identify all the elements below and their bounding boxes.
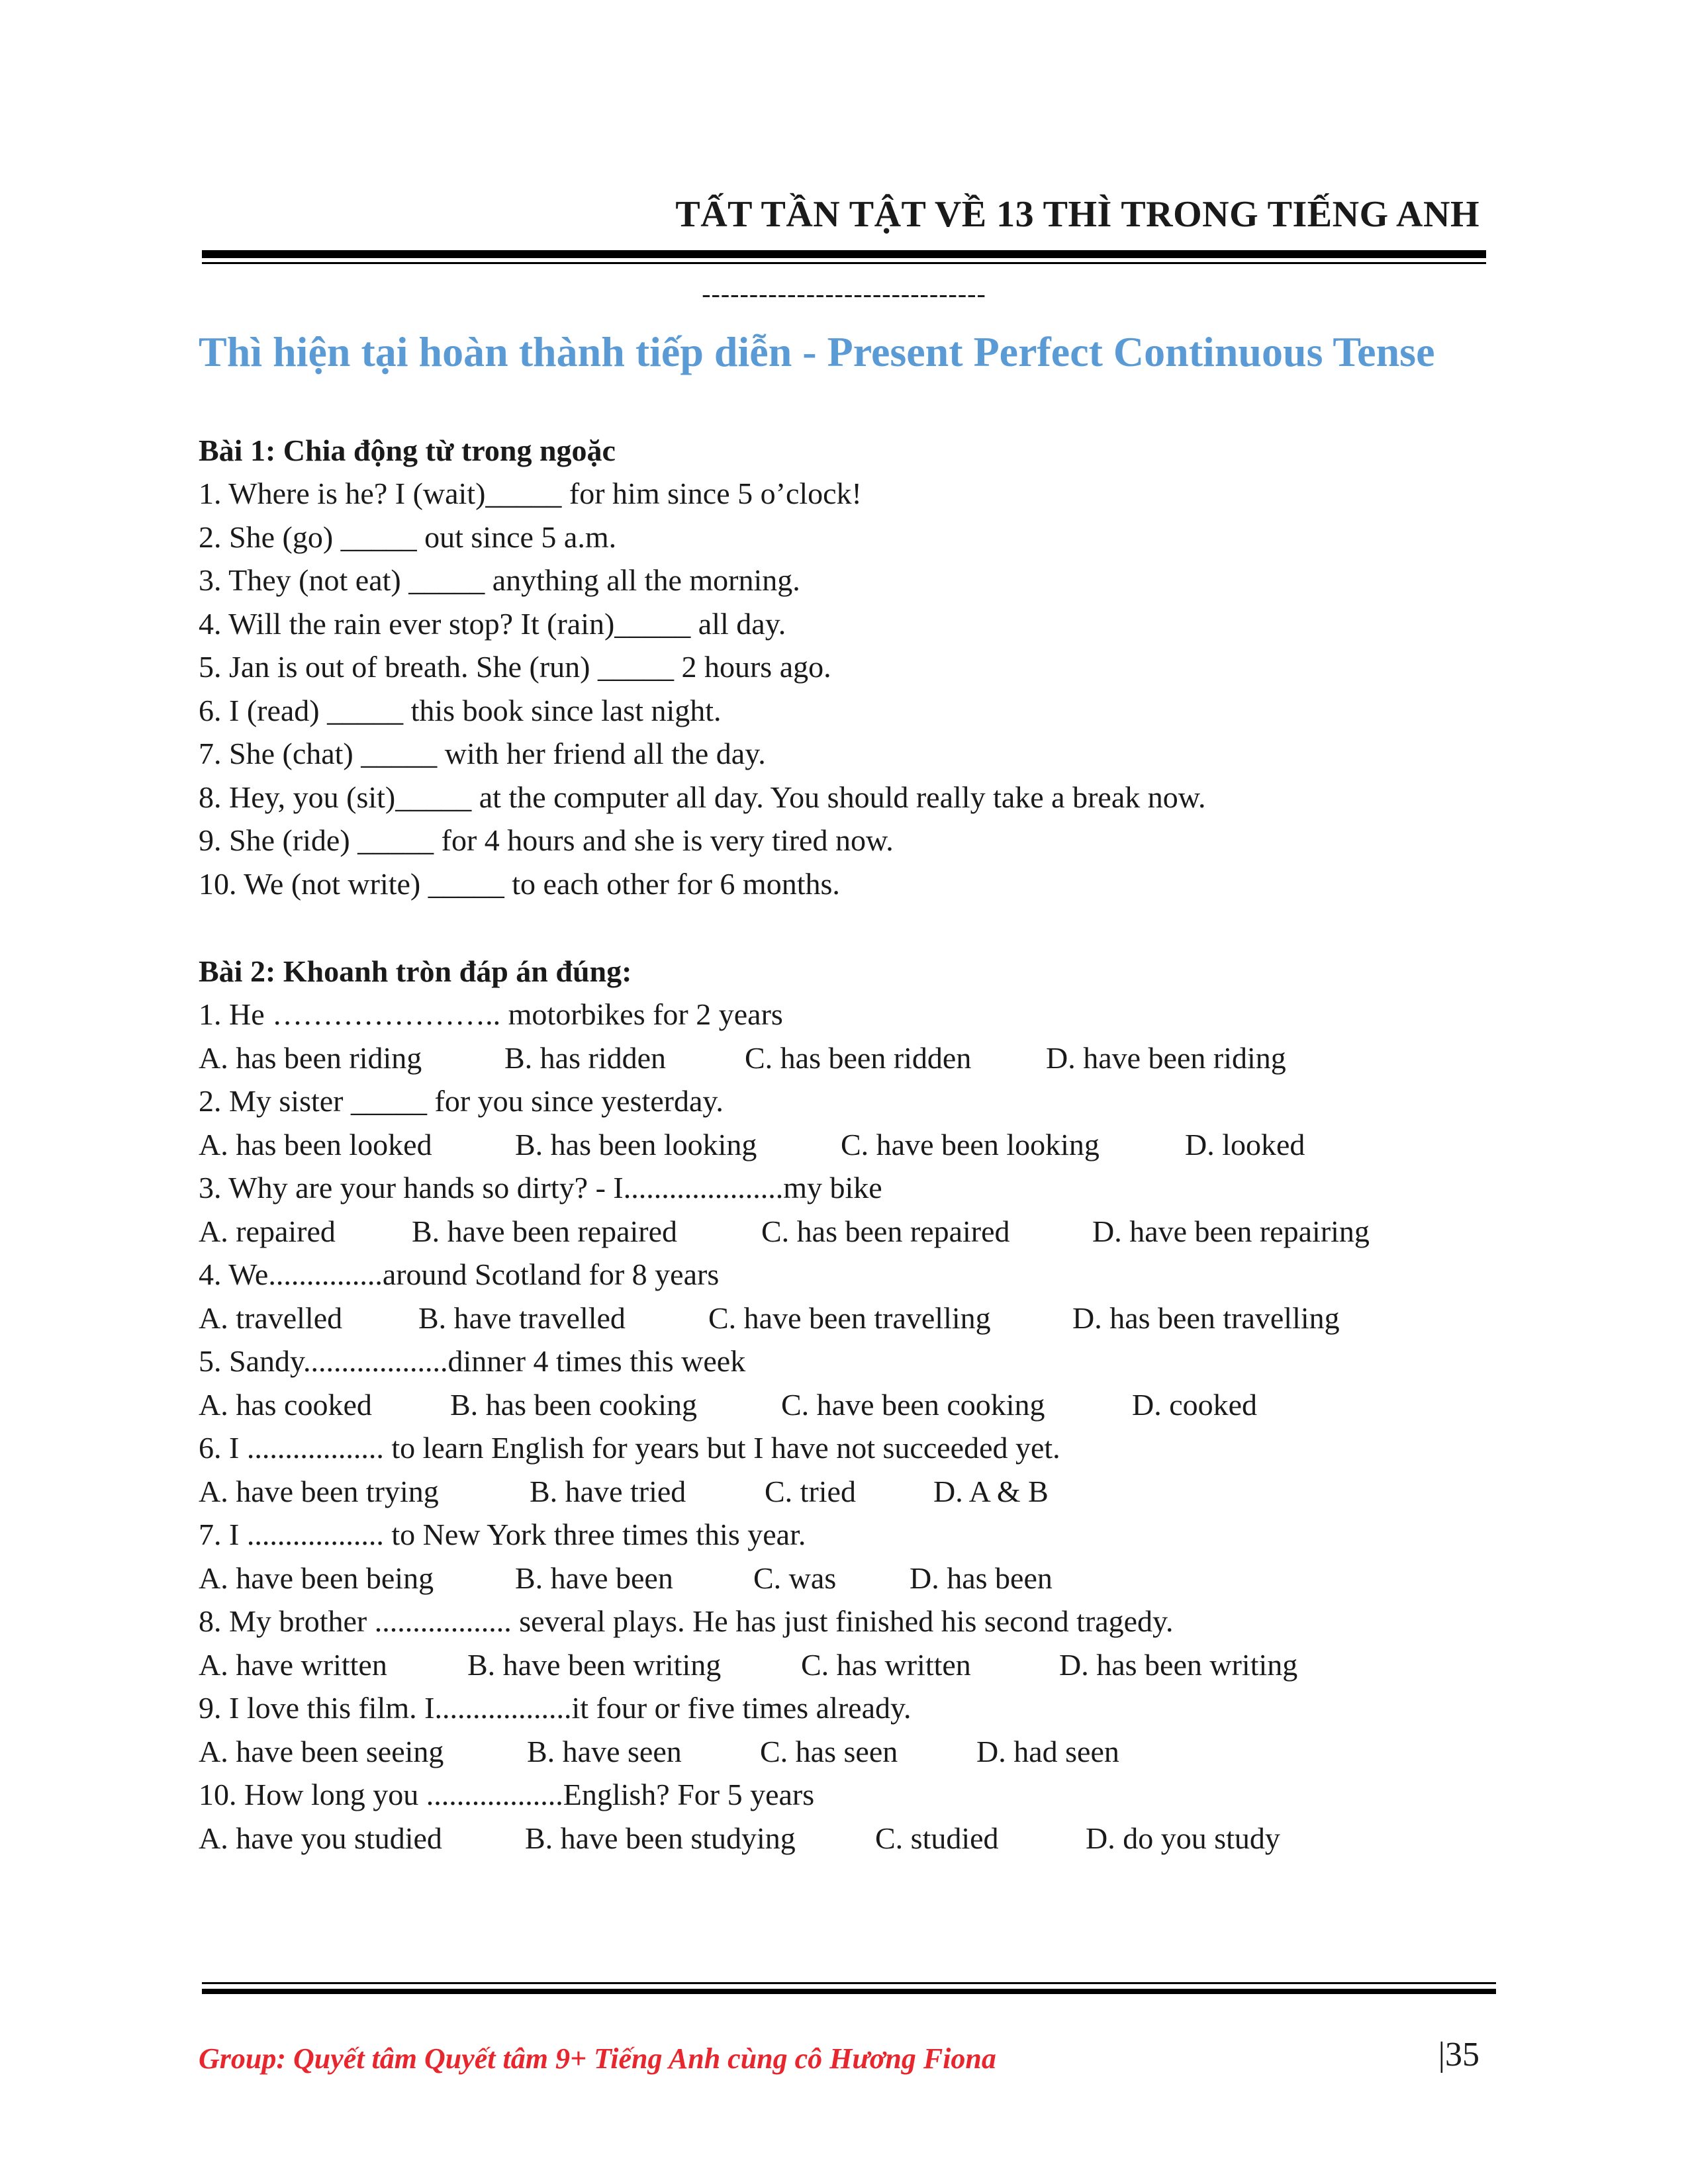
page-number: |35 bbox=[1438, 2036, 1479, 2073]
option-a: A. has been looked bbox=[199, 1128, 432, 1161]
header-title: TẤT TẦN TẬT VỀ 13 THÌ TRONG TIẾNG ANH bbox=[675, 194, 1479, 235]
option-b: B. has been looking bbox=[515, 1128, 757, 1161]
option-d: D. do you study bbox=[1086, 1821, 1280, 1855]
option-a: A. have written bbox=[199, 1648, 387, 1682]
ex1-item: 2. She (go) _____ out since 5 a.m. bbox=[199, 520, 617, 554]
option-c: C. was bbox=[753, 1561, 837, 1595]
ex1-item: 9. She (ride) _____ for 4 hours and she is very tired now. bbox=[199, 823, 894, 857]
option-a: A. has cooked bbox=[199, 1388, 372, 1422]
option-d: D. cooked bbox=[1132, 1388, 1258, 1422]
option-a: A. travelled bbox=[199, 1301, 343, 1335]
header-rule-thin bbox=[202, 262, 1486, 264]
option-d: D. has been travelling bbox=[1072, 1301, 1340, 1335]
option-b: B. have seen bbox=[527, 1735, 682, 1768]
option-c: C. has seen bbox=[760, 1735, 898, 1768]
option-b: B. have tried bbox=[530, 1475, 686, 1508]
option-c: C. has been ridden bbox=[745, 1041, 972, 1075]
option-a: A. repaired bbox=[199, 1214, 336, 1248]
footer-group: Group: Quyết tâm Quyết tâm 9+ Tiếng Anh cùng cô Hương Fiona bbox=[199, 2042, 996, 2075]
ex2-question: 2. My sister _____ for you since yesterday. bbox=[199, 1084, 724, 1118]
option-c: C. tried bbox=[765, 1475, 856, 1508]
option-b: B. have been studying bbox=[525, 1821, 796, 1855]
ex2-question: 7. I .................. to New York three times this year. bbox=[199, 1518, 806, 1551]
footer-rule-thick bbox=[202, 1989, 1496, 1994]
ex1-item: 7. She (chat) _____ with her friend all the day. bbox=[199, 737, 766, 770]
ex1-item: 10. We (not write) _____ to each other for 6 months. bbox=[199, 867, 840, 901]
option-c: C. has been repaired bbox=[761, 1214, 1010, 1248]
option-d: D. has been bbox=[910, 1561, 1053, 1595]
option-d: D. had seen bbox=[976, 1735, 1119, 1768]
option-b: B. has been cooking bbox=[450, 1388, 698, 1422]
option-a: A. have you studied bbox=[199, 1821, 442, 1855]
option-d: D. have been repairing bbox=[1092, 1214, 1370, 1248]
option-d: D. have been riding bbox=[1046, 1041, 1286, 1075]
ex1-item: 8. Hey, you (sit)_____ at the computer all day. You should really take a break now. bbox=[199, 780, 1206, 814]
option-a: A. have been trying bbox=[199, 1475, 439, 1508]
option-c: C. studied bbox=[875, 1821, 999, 1855]
option-a: A. has been riding bbox=[199, 1041, 422, 1075]
ex2-question: 8. My brother .................. several plays. He has just finished his second tragedy. bbox=[199, 1604, 1174, 1638]
option-a: A. have been being bbox=[199, 1561, 434, 1595]
option-b: B. has ridden bbox=[504, 1041, 667, 1075]
ex2-question: 10. How long you ..................English? For 5 years bbox=[199, 1778, 815, 1811]
ex1-item: 5. Jan is out of breath. She (run) _____ 2 hours ago. bbox=[199, 650, 831, 684]
option-c: C. have been cooking bbox=[781, 1388, 1045, 1422]
ex1-heading: Bài 1: Chia động từ trong ngoặc bbox=[199, 433, 616, 467]
ex2-question: 6. I .................. to learn English for years but I have not succeeded yet. bbox=[199, 1431, 1060, 1465]
option-a: A. have been seeing bbox=[199, 1735, 444, 1768]
option-c: C. have been travelling bbox=[708, 1301, 991, 1335]
ex1-item: 6. I (read) _____ this book since last night. bbox=[199, 694, 722, 727]
ex2-question: 3. Why are your hands so dirty? - I.....................my bike bbox=[199, 1171, 882, 1205]
ex1-item: 4. Will the rain ever stop? It (rain)_____ all day. bbox=[199, 607, 786, 641]
option-c: C. has written bbox=[801, 1648, 971, 1682]
option-b: B. have travelled bbox=[418, 1301, 626, 1335]
option-b: B. have been bbox=[515, 1561, 673, 1595]
option-c: C. have been looking bbox=[841, 1128, 1100, 1161]
ex2-question: 5. Sandy...................dinner 4 times this week bbox=[199, 1344, 746, 1378]
ex2-question: 1. He ………………….. motorbikes for 2 years bbox=[199, 997, 783, 1031]
option-b: B. have been repaired bbox=[412, 1214, 678, 1248]
ex2-question: 4. We...............around Scotland for 8 years bbox=[199, 1257, 720, 1291]
section-title: Thì hiện tại hoàn thành tiếp diễn - Present Perfect Continuous Tense bbox=[199, 328, 1435, 375]
footer-rule-thin bbox=[202, 1982, 1496, 1984]
ex1-item: 1. Where is he? I (wait)_____ for him since 5 o’clock! bbox=[199, 477, 862, 510]
option-b: B. have been writing bbox=[467, 1648, 722, 1682]
option-d: D. A & B bbox=[933, 1475, 1049, 1508]
ex2-question: 9. I love this film. I..................it four or five times already. bbox=[199, 1691, 912, 1725]
option-d: D. looked bbox=[1185, 1128, 1305, 1161]
ex2-heading: Bài 2: Khoanh tròn đáp án đúng: bbox=[199, 954, 632, 988]
dash-divider: ------------------------------ bbox=[702, 279, 986, 308]
option-d: D. has been writing bbox=[1059, 1648, 1298, 1682]
ex1-item: 3. They (not eat) _____ anything all the morning. bbox=[199, 563, 800, 597]
header-rule-thick bbox=[202, 250, 1486, 258]
